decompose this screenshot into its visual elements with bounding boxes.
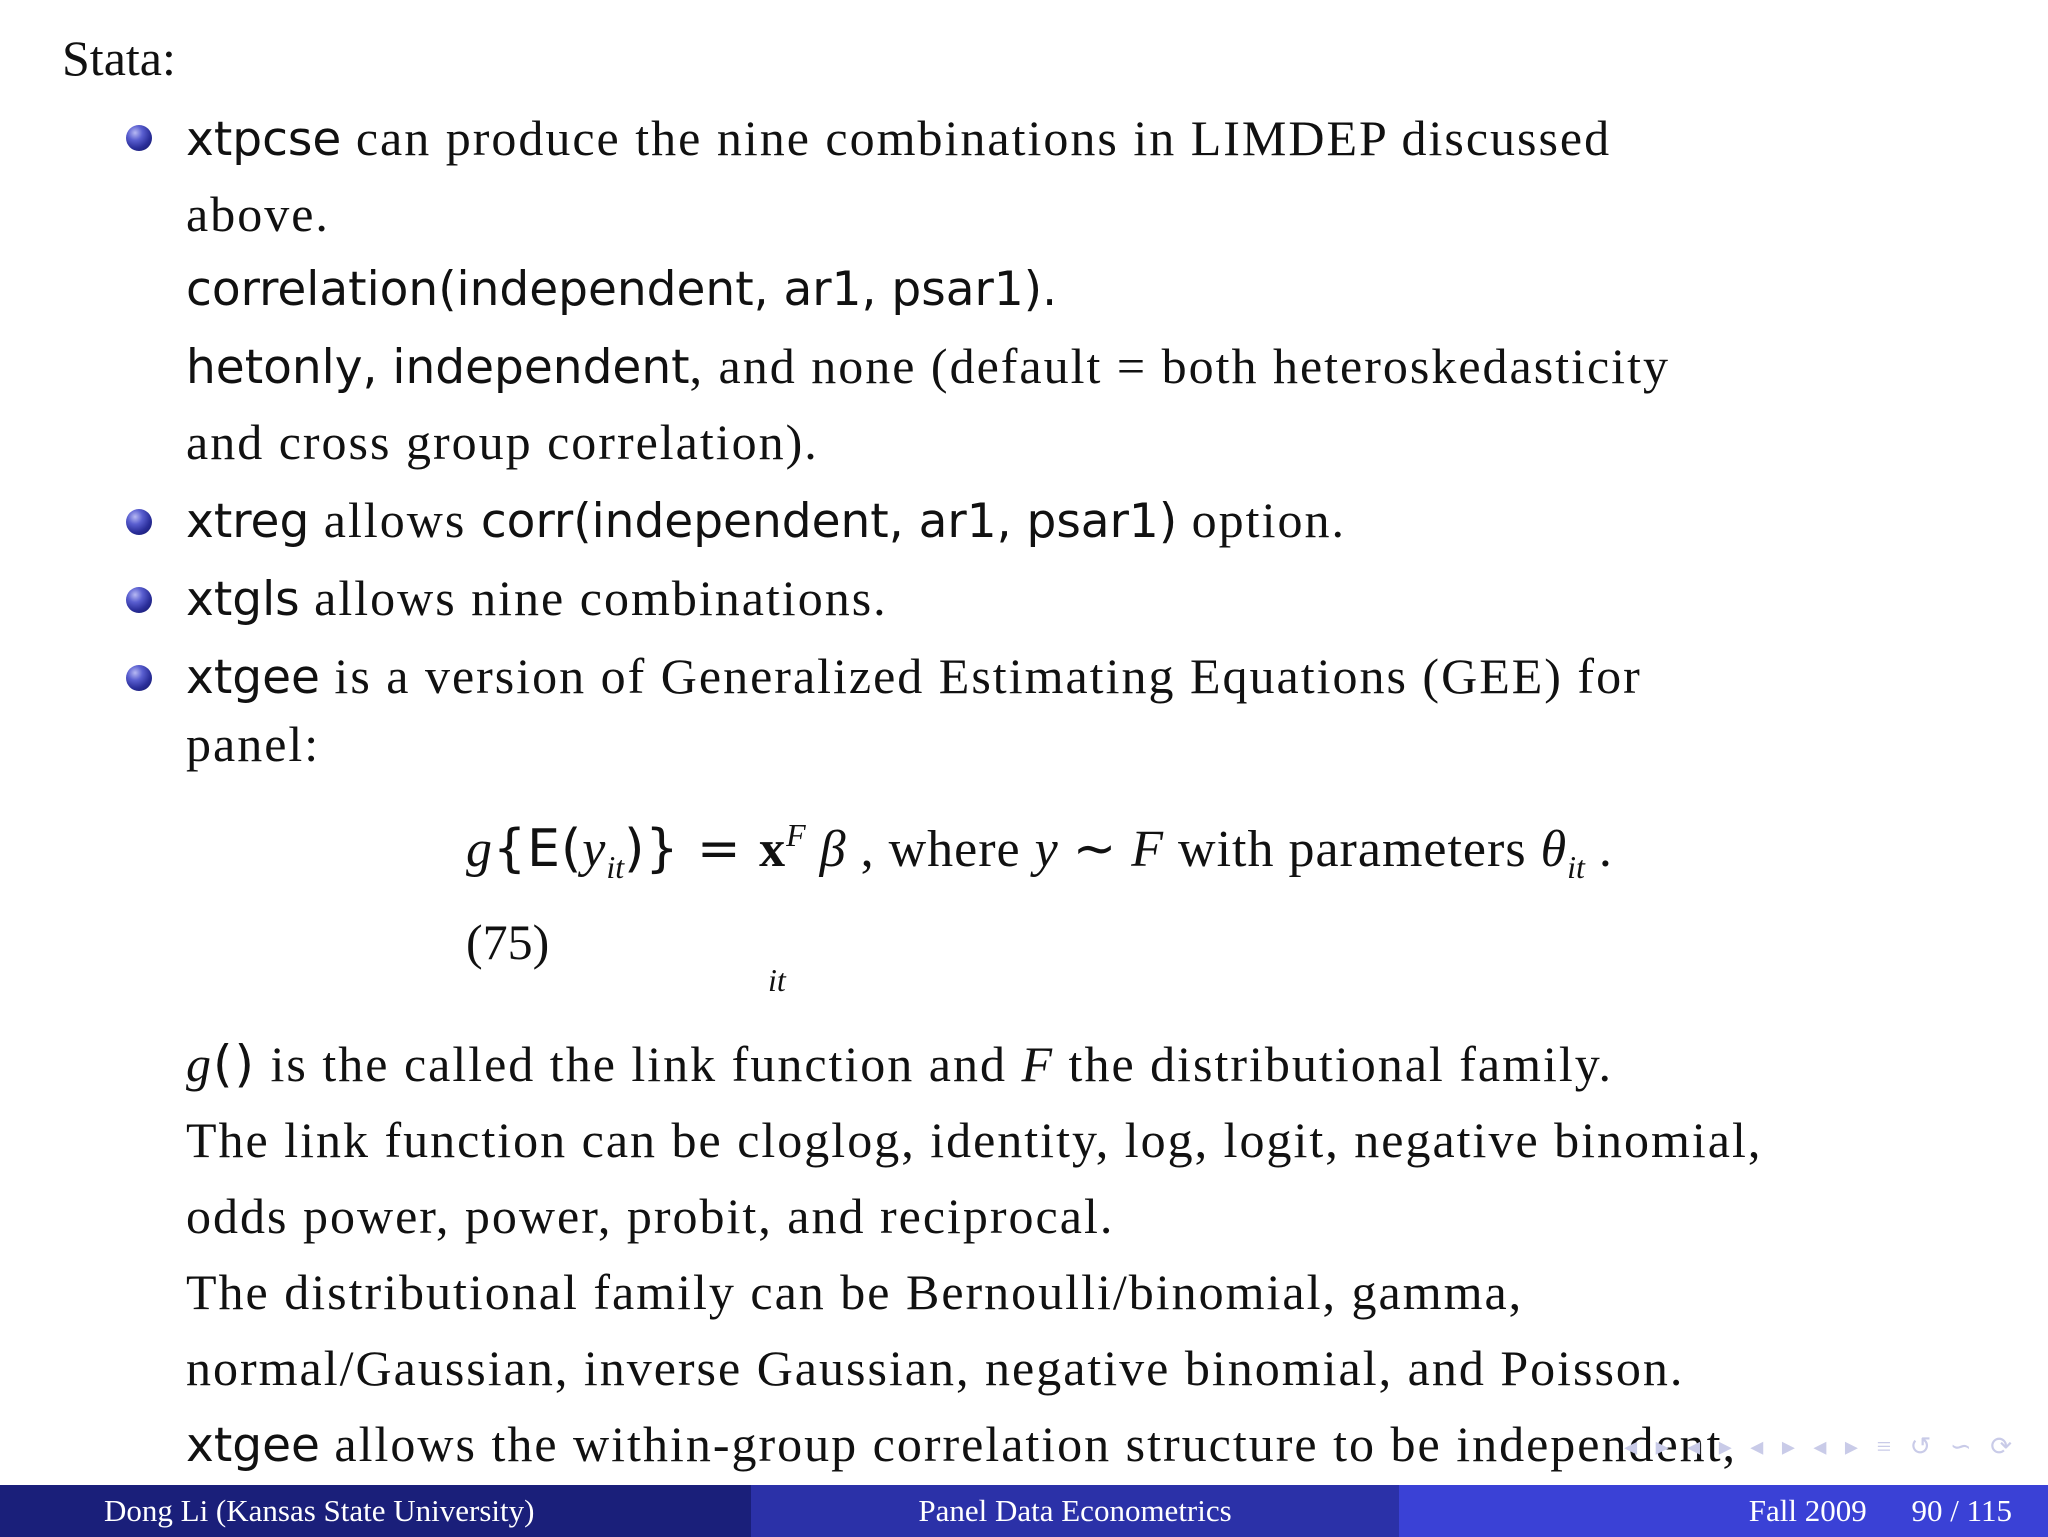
body-line-5: normal/Gaussian, inverse Gaussian, negative binomial, and Poisson. <box>186 1340 1685 1396</box>
footer-bar <box>0 1485 2048 1537</box>
formula-dot: . <box>1598 821 1613 878</box>
command-xtpcse: xtpcse <box>186 112 342 167</box>
beamer-navigation[interactable]: ◂ ▸ ◂ ▸ ◂ ▸ ◂ ▸ ≡ ↺ ∽ ⟳ <box>1624 1432 2018 1461</box>
body-line-6 <box>186 1414 1737 1476</box>
formula-sup-f: F <box>786 817 806 853</box>
stray-subscript: it <box>768 962 786 998</box>
command-xtreg: xtreg <box>186 494 310 549</box>
bullet-3-text: allows nine combinations. <box>299 570 888 626</box>
link-paren: () <box>213 1035 257 1093</box>
body-line-3: odds power, power, probit, and reciprocal. <box>186 1188 1115 1244</box>
bullet-icon <box>126 125 152 151</box>
bullet-1-line-3: correlation(independent, ar1, psar1). <box>186 262 1058 317</box>
command-xtgee-2: xtgee <box>186 1418 320 1473</box>
command-xtgee: xtgee <box>186 650 320 705</box>
formula-open: {E( <box>493 819 583 879</box>
body-line-4: The distributional family can be Bernoulli/binomial, gamma, <box>186 1264 1524 1320</box>
bullet-3-line <box>186 568 888 630</box>
bullet-icon <box>126 587 152 613</box>
bullet-1-line-2: above. <box>186 186 330 242</box>
command-xtgls: xtgls <box>186 572 300 627</box>
bullet-1-text: can produce the nine combinations in LIMDEP discussed <box>341 110 1612 166</box>
footer-author: Dong Li (Kansas State University) <box>0 1485 751 1537</box>
footer-right <box>1399 1485 2048 1537</box>
bullet-2-mid: allows <box>309 492 481 548</box>
formula-close: )} = <box>624 819 760 879</box>
link-g: g <box>186 1036 213 1092</box>
family-f: F <box>1021 1036 1055 1092</box>
formula-with: with parameters <box>1164 821 1541 878</box>
formula-x: x <box>759 821 787 878</box>
bullet-2-line <box>186 490 1346 552</box>
bullet-1-line-1 <box>186 108 1611 170</box>
formula-y: y <box>582 821 607 878</box>
formula-f: F <box>1131 821 1165 878</box>
bullet-icon <box>126 665 152 691</box>
corr-option: corr(independent, ar1, psar1) <box>480 494 1178 549</box>
bullet-4-line-1 <box>186 646 1642 708</box>
bullet-1-line-5: and cross group correlation). <box>186 414 819 470</box>
footer-date: Fall 2009 <box>1748 1493 1867 1528</box>
formula-sub-it2: it <box>1567 849 1585 885</box>
body-line-1 <box>186 1034 1613 1094</box>
option-list: hetonly, independent <box>186 340 690 395</box>
formula-where: , where <box>860 821 1035 878</box>
formula-beta: β <box>819 821 847 878</box>
body-line-6-text: allows the within-group correlation structure to be independent, <box>319 1416 1738 1472</box>
formula-sub-it: it <box>606 849 625 885</box>
equation-number: (75) <box>466 914 550 970</box>
bullet-1-line-4-text: , and none (default = both heteroskedasticity <box>689 338 1670 394</box>
formula-g: g <box>466 821 493 878</box>
body-line-1-b: the distributional family. <box>1054 1036 1614 1092</box>
bullet-2-end: option. <box>1177 492 1346 548</box>
body-line-2: The link function can be cloglog, identity, log, logit, negative binomial, <box>186 1112 1763 1168</box>
body-line-1-a: is the called the link function and <box>256 1036 1022 1092</box>
bullet-1-line-4 <box>186 336 1670 398</box>
footer-page-number: 90 / 115 <box>1911 1493 2012 1528</box>
slide-title: Stata: <box>62 30 176 86</box>
footer-title: Panel Data Econometrics <box>751 1485 1398 1537</box>
formula-y2: y <box>1034 821 1059 878</box>
formula-theta: θ <box>1540 821 1568 878</box>
gee-formula <box>466 805 1613 897</box>
bullet-icon <box>126 509 152 535</box>
formula-sim: ∼ <box>1058 821 1132 878</box>
bullet-4-line-2: panel: <box>186 716 321 772</box>
bullet-4-text: is a version of Generalized Estimating Equations (GEE) for <box>319 648 1642 704</box>
